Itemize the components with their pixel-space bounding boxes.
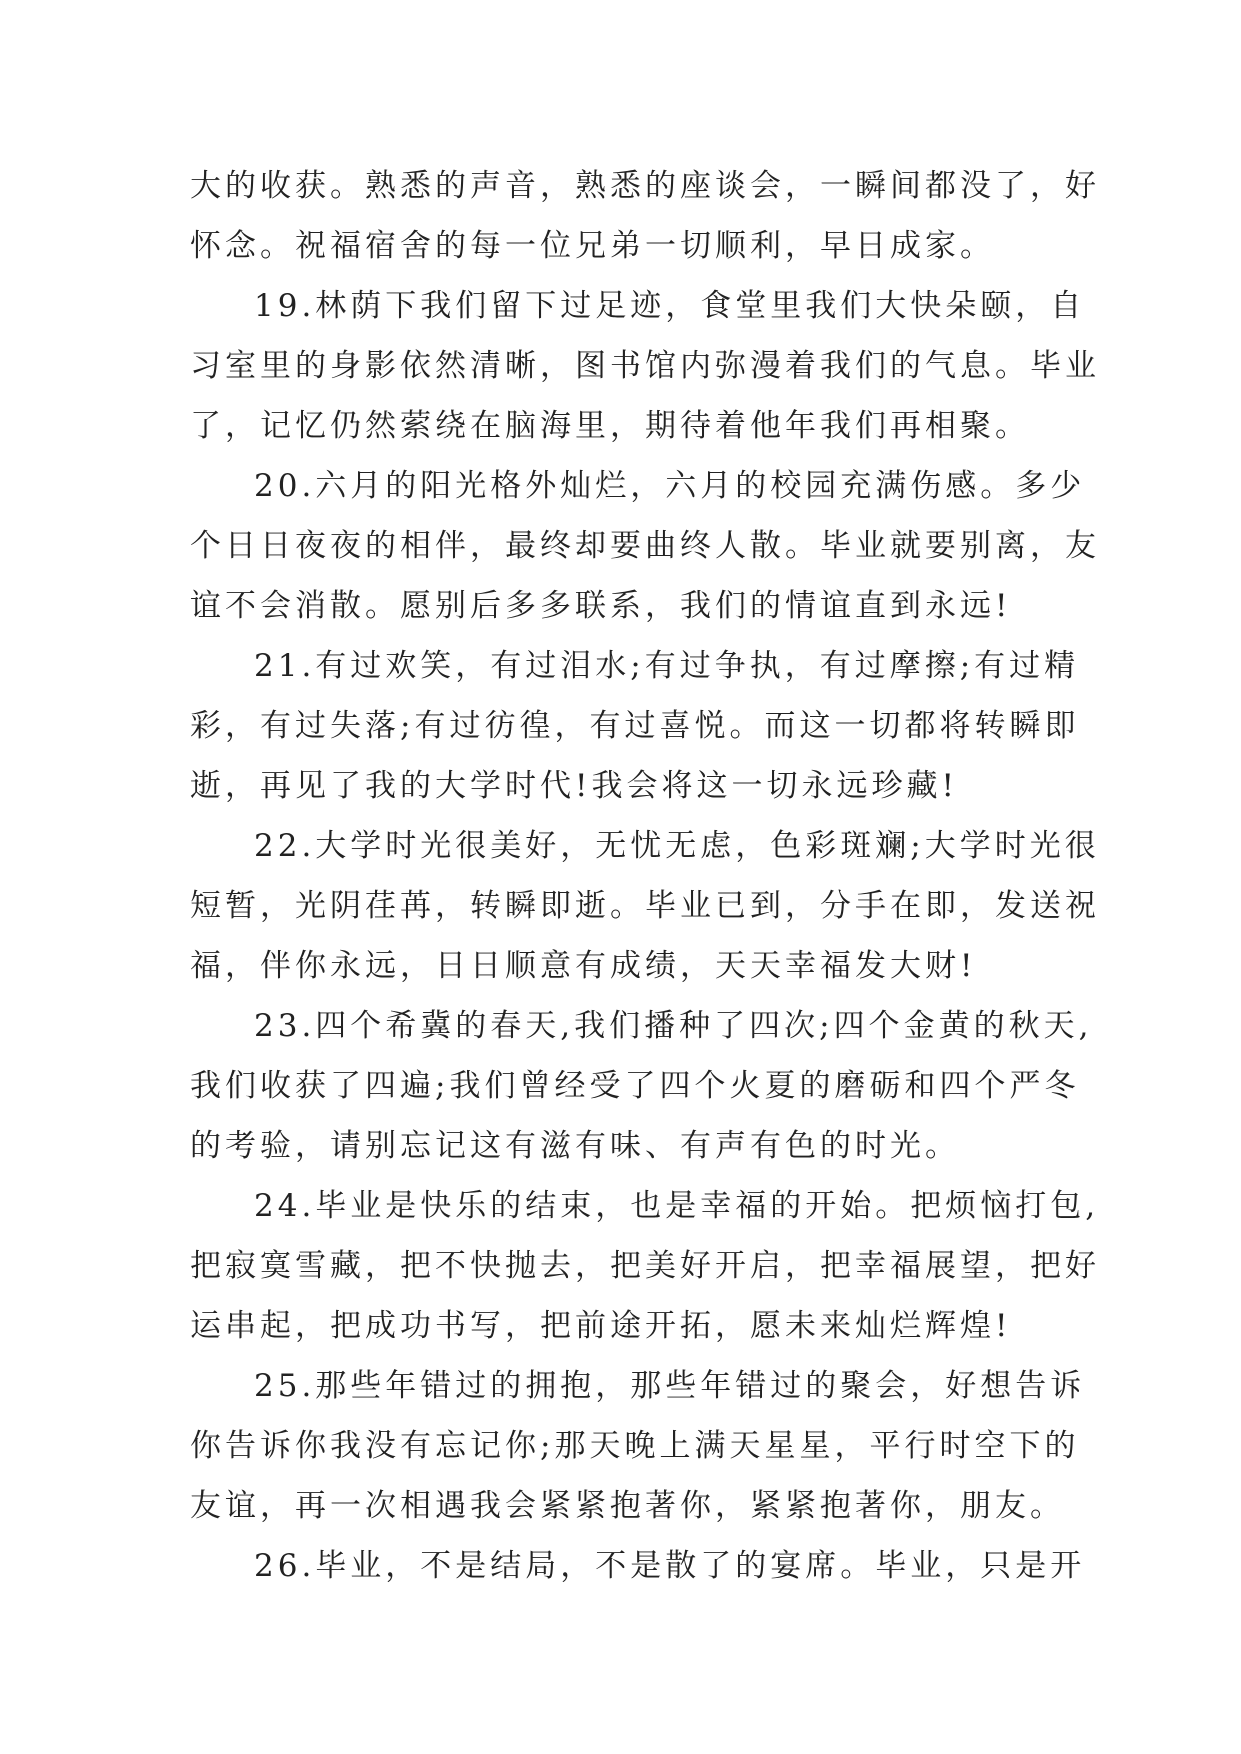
text-line: 的考验，请别忘记这有滋有味、有声有色的时光。 (190, 1128, 960, 1164)
text-line: 我们收获了四遍;我们曾经受了四个火夏的磨砺和四个严冬 (190, 1068, 1080, 1104)
text-line: 25.那些年错过的拥抱，那些年错过的聚会，好想告诉 (254, 1368, 1086, 1404)
paragraph-19 (190, 276, 1100, 456)
text-line: 短暂，光阴荏苒，转瞬即逝。毕业已到，分手在即，发送祝 (190, 888, 1100, 924)
paragraph-20 (190, 456, 1100, 636)
text-line: 个日日夜夜的相伴，最终却要曲终人散。毕业就要别离，友 (190, 528, 1100, 564)
text-line: 26.毕业，不是结局，不是散了的宴席。毕业，只是开 (254, 1548, 1086, 1584)
text-line: 22.大学时光很美好，无忧无虑，色彩斑斓;大学时光很 (254, 828, 1100, 864)
paragraph-22 (190, 816, 1100, 996)
paragraph-24 (190, 1176, 1100, 1356)
text-line: 运串起，把成功书写，把前途开拓，愿未来灿烂辉煌! (190, 1308, 1012, 1344)
paragraph-21 (190, 636, 1080, 816)
text-line: 彩，有过失落;有过彷徨，有过喜悦。而这一切都将转瞬即 (190, 708, 1080, 744)
paragraph-25 (190, 1356, 1086, 1536)
paragraph-23 (190, 996, 1093, 1176)
text-line: 你告诉你我没有忘记你;那天晚上满天星星，平行时空下的 (190, 1428, 1080, 1464)
text-line: 19.林荫下我们留下过足迹，食堂里我们大快朵颐，自 (254, 288, 1086, 324)
text-line: 怀念。祝福宿舍的每一位兄弟一切顺利，早日成家。 (190, 228, 995, 264)
text-line: 21.有过欢笑，有过泪水;有过争执，有过摩擦;有过精 (254, 648, 1080, 684)
text-line: 大的收获。熟悉的声音，熟悉的座谈会，一瞬间都没了，好 (190, 168, 1100, 204)
text-line: 了，记忆仍然萦绕在脑海里，期待着他年我们再相聚。 (190, 408, 1030, 444)
paragraph-26 (190, 1536, 1086, 1596)
document-body (190, 156, 1100, 1596)
text-line: 把寂寞雪藏，把不快抛去，把美好开启，把幸福展望，把好 (190, 1248, 1100, 1284)
text-line: 谊不会消散。愿别后多多联系，我们的情谊直到永远! (190, 588, 1012, 624)
text-line: 20.六月的阳光格外灿烂，六月的校园充满伤感。多少 (254, 468, 1086, 504)
text-line: 24.毕业是快乐的结束，也是幸福的开始。把烦恼打包, (254, 1188, 1100, 1224)
text-line: 福，伴你永远，日日顺意有成绩，天天幸福发大财! (190, 948, 977, 984)
text-line: 习室里的身影依然清晰，图书馆内弥漫着我们的气息。毕业 (190, 348, 1100, 384)
text-line: 友谊，再一次相遇我会紧紧抱著你，紧紧抱著你，朋友。 (190, 1488, 1065, 1524)
text-line: 23.四个希冀的春天,我们播种了四次;四个金黄的秋天, (254, 1008, 1093, 1044)
paragraph-continued (190, 156, 1100, 276)
text-line: 逝，再见了我的大学时代!我会将这一切永远珍藏! (190, 768, 958, 804)
